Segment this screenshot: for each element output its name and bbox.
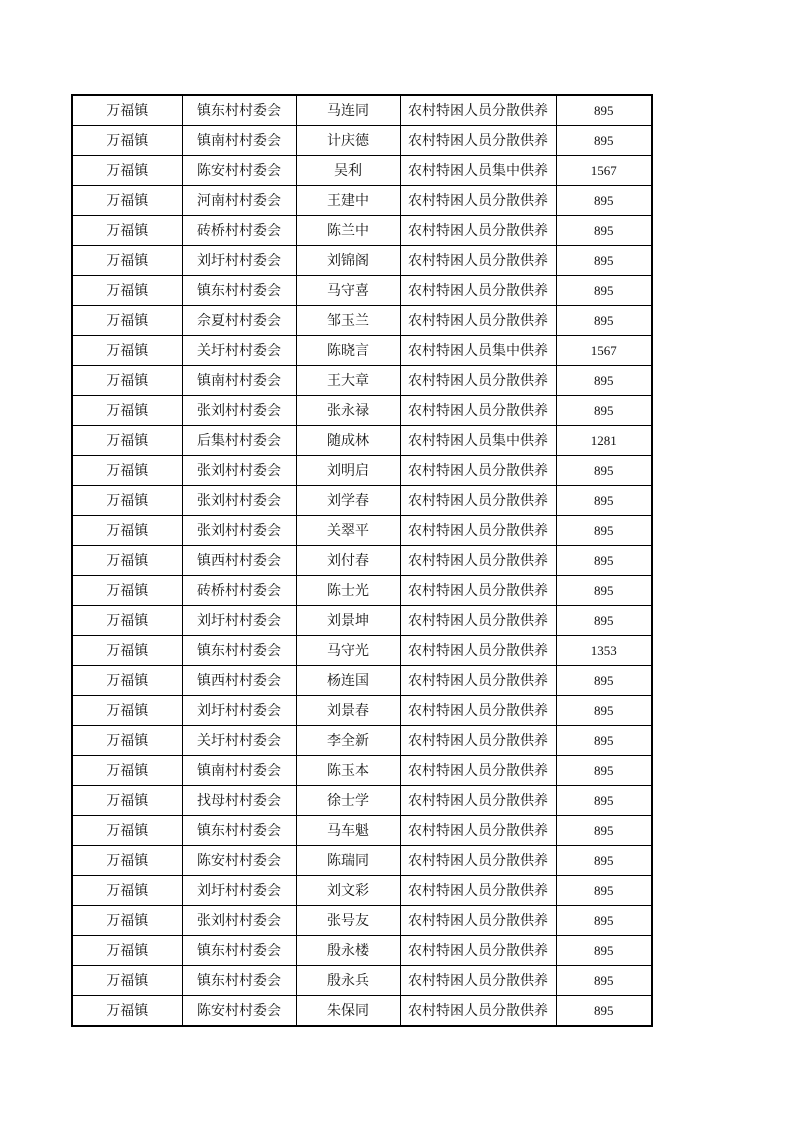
amount-cell: 895: [556, 756, 652, 786]
town-cell: 万福镇: [72, 95, 182, 126]
village-cell: 镇南村村委会: [182, 366, 296, 396]
table-row: [72, 696, 652, 726]
table-row: [72, 216, 652, 246]
amount-cell: 1281: [556, 426, 652, 456]
amount-cell: 895: [556, 516, 652, 546]
table-row: [72, 126, 652, 156]
village-cell: 镇南村村委会: [182, 756, 296, 786]
table-row: [72, 336, 652, 366]
table-row: [72, 486, 652, 516]
table-row: [72, 576, 652, 606]
table-row: [72, 546, 652, 576]
village-cell: 刘圩村村委会: [182, 876, 296, 906]
amount-cell: 895: [556, 726, 652, 756]
village-cell: 关圩村村委会: [182, 726, 296, 756]
category-cell: 农村特困人员分散供养: [400, 636, 556, 666]
amount-cell: 895: [556, 666, 652, 696]
table-row: [72, 606, 652, 636]
name-cell: 陈士光: [296, 576, 400, 606]
town-cell: 万福镇: [72, 156, 182, 186]
village-cell: 刘圩村村委会: [182, 696, 296, 726]
category-cell: 农村特困人员分散供养: [400, 546, 556, 576]
village-cell: 镇东村村委会: [182, 636, 296, 666]
name-cell: 马连同: [296, 95, 400, 126]
village-cell: 陈安村村委会: [182, 846, 296, 876]
category-cell: 农村特困人员分散供养: [400, 246, 556, 276]
table-row: [72, 666, 652, 696]
category-cell: 农村特困人员分散供养: [400, 186, 556, 216]
table-row: [72, 906, 652, 936]
town-cell: 万福镇: [72, 186, 182, 216]
village-cell: 镇南村村委会: [182, 126, 296, 156]
village-cell: 关圩村村委会: [182, 336, 296, 366]
town-cell: 万福镇: [72, 426, 182, 456]
table-row: [72, 426, 652, 456]
village-cell: 镇东村村委会: [182, 816, 296, 846]
name-cell: 殷永兵: [296, 966, 400, 996]
name-cell: 陈玉本: [296, 756, 400, 786]
name-cell: 王建中: [296, 186, 400, 216]
town-cell: 万福镇: [72, 216, 182, 246]
name-cell: 张号友: [296, 906, 400, 936]
village-cell: 砖桥村村委会: [182, 216, 296, 246]
amount-cell: 895: [556, 486, 652, 516]
category-cell: 农村特困人员分散供养: [400, 726, 556, 756]
name-cell: 徐士学: [296, 786, 400, 816]
category-cell: 农村特困人员分散供养: [400, 216, 556, 246]
name-cell: 殷永楼: [296, 936, 400, 966]
name-cell: 刘景坤: [296, 606, 400, 636]
category-cell: 农村特困人员分散供养: [400, 786, 556, 816]
amount-cell: 895: [556, 546, 652, 576]
category-cell: 农村特困人员分散供养: [400, 816, 556, 846]
table-row: [72, 996, 652, 1027]
category-cell: 农村特困人员分散供养: [400, 486, 556, 516]
name-cell: 刘锦阁: [296, 246, 400, 276]
table-row: [72, 636, 652, 666]
category-cell: 农村特困人员集中供养: [400, 156, 556, 186]
amount-cell: 895: [556, 456, 652, 486]
category-cell: 农村特困人员分散供养: [400, 576, 556, 606]
village-cell: 陈安村村委会: [182, 996, 296, 1027]
name-cell: 刘文彩: [296, 876, 400, 906]
amount-cell: 895: [556, 576, 652, 606]
category-cell: 农村特困人员分散供养: [400, 906, 556, 936]
village-cell: 刘圩村村委会: [182, 606, 296, 636]
town-cell: 万福镇: [72, 456, 182, 486]
category-cell: 农村特困人员分散供养: [400, 966, 556, 996]
village-cell: 刘圩村村委会: [182, 246, 296, 276]
town-cell: 万福镇: [72, 336, 182, 366]
town-cell: 万福镇: [72, 756, 182, 786]
town-cell: 万福镇: [72, 696, 182, 726]
amount-cell: 895: [556, 876, 652, 906]
amount-cell: 895: [556, 306, 652, 336]
category-cell: 农村特困人员分散供养: [400, 606, 556, 636]
amount-cell: 895: [556, 126, 652, 156]
category-cell: 农村特困人员分散供养: [400, 306, 556, 336]
name-cell: 张永禄: [296, 396, 400, 426]
village-cell: 砖桥村村委会: [182, 576, 296, 606]
table-row: [72, 306, 652, 336]
amount-cell: 895: [556, 216, 652, 246]
town-cell: 万福镇: [72, 726, 182, 756]
table-row: [72, 156, 652, 186]
name-cell: 李全新: [296, 726, 400, 756]
table-row: [72, 276, 652, 306]
table-row: [72, 246, 652, 276]
village-cell: 找母村村委会: [182, 786, 296, 816]
amount-cell: 895: [556, 816, 652, 846]
category-cell: 农村特困人员分散供养: [400, 126, 556, 156]
town-cell: 万福镇: [72, 246, 182, 276]
table-row: [72, 786, 652, 816]
amount-cell: 895: [556, 276, 652, 306]
name-cell: 马守光: [296, 636, 400, 666]
category-cell: 农村特困人员分散供养: [400, 876, 556, 906]
amount-cell: 895: [556, 366, 652, 396]
village-cell: 镇东村村委会: [182, 966, 296, 996]
name-cell: 刘景春: [296, 696, 400, 726]
name-cell: 随成林: [296, 426, 400, 456]
name-cell: 朱保同: [296, 996, 400, 1027]
category-cell: 农村特困人员分散供养: [400, 396, 556, 426]
name-cell: 陈晓言: [296, 336, 400, 366]
amount-cell: 895: [556, 186, 652, 216]
category-cell: 农村特困人员分散供养: [400, 756, 556, 786]
name-cell: 杨连国: [296, 666, 400, 696]
table-row: [72, 726, 652, 756]
name-cell: 陈瑞同: [296, 846, 400, 876]
table-row: [72, 516, 652, 546]
category-cell: 农村特困人员分散供养: [400, 846, 556, 876]
category-cell: 农村特困人员分散供养: [400, 516, 556, 546]
village-cell: 镇东村村委会: [182, 936, 296, 966]
table-row: [72, 366, 652, 396]
amount-cell: 1567: [556, 336, 652, 366]
amount-cell: 895: [556, 396, 652, 426]
name-cell: 关翠平: [296, 516, 400, 546]
town-cell: 万福镇: [72, 396, 182, 426]
category-cell: 农村特困人员集中供养: [400, 336, 556, 366]
town-cell: 万福镇: [72, 606, 182, 636]
name-cell: 刘付春: [296, 546, 400, 576]
name-cell: 王大章: [296, 366, 400, 396]
town-cell: 万福镇: [72, 966, 182, 996]
table-row: [72, 936, 652, 966]
town-cell: 万福镇: [72, 846, 182, 876]
village-cell: 张刘村村委会: [182, 456, 296, 486]
table-row: [72, 186, 652, 216]
amount-cell: 895: [556, 966, 652, 996]
amount-cell: 895: [556, 906, 652, 936]
category-cell: 农村特困人员分散供养: [400, 666, 556, 696]
category-cell: 农村特困人员集中供养: [400, 426, 556, 456]
name-cell: 马守喜: [296, 276, 400, 306]
village-cell: 张刘村村委会: [182, 906, 296, 936]
name-cell: 刘学春: [296, 486, 400, 516]
table-body: [72, 95, 652, 1026]
village-cell: 河南村村委会: [182, 186, 296, 216]
amount-cell: 895: [556, 696, 652, 726]
amount-cell: 895: [556, 606, 652, 636]
name-cell: 马车魁: [296, 816, 400, 846]
name-cell: 计庆德: [296, 126, 400, 156]
category-cell: 农村特困人员分散供养: [400, 456, 556, 486]
village-cell: 佘夏村村委会: [182, 306, 296, 336]
category-cell: 农村特困人员分散供养: [400, 366, 556, 396]
amount-cell: 1353: [556, 636, 652, 666]
town-cell: 万福镇: [72, 486, 182, 516]
town-cell: 万福镇: [72, 276, 182, 306]
amount-cell: 895: [556, 246, 652, 276]
table-row: [72, 816, 652, 846]
town-cell: 万福镇: [72, 816, 182, 846]
town-cell: 万福镇: [72, 936, 182, 966]
name-cell: 陈兰中: [296, 216, 400, 246]
village-cell: 陈安村村委会: [182, 156, 296, 186]
table-row: [72, 396, 652, 426]
village-cell: 后集村村委会: [182, 426, 296, 456]
town-cell: 万福镇: [72, 666, 182, 696]
amount-cell: 895: [556, 846, 652, 876]
table-row: [72, 966, 652, 996]
town-cell: 万福镇: [72, 636, 182, 666]
town-cell: 万福镇: [72, 876, 182, 906]
amount-cell: 895: [556, 936, 652, 966]
village-cell: 镇东村村委会: [182, 95, 296, 126]
town-cell: 万福镇: [72, 576, 182, 606]
village-cell: 镇东村村委会: [182, 276, 296, 306]
amount-cell: 895: [556, 786, 652, 816]
village-cell: 张刘村村委会: [182, 396, 296, 426]
town-cell: 万福镇: [72, 516, 182, 546]
amount-cell: 1567: [556, 156, 652, 186]
table-row: [72, 456, 652, 486]
town-cell: 万福镇: [72, 906, 182, 936]
village-cell: 镇西村村委会: [182, 666, 296, 696]
relief-recipient-table: [71, 94, 653, 1027]
category-cell: 农村特困人员分散供养: [400, 95, 556, 126]
village-cell: 张刘村村委会: [182, 516, 296, 546]
table-row: [72, 95, 652, 126]
name-cell: 邹玉兰: [296, 306, 400, 336]
town-cell: 万福镇: [72, 786, 182, 816]
village-cell: 张刘村村委会: [182, 486, 296, 516]
village-cell: 镇西村村委会: [182, 546, 296, 576]
category-cell: 农村特困人员分散供养: [400, 996, 556, 1027]
category-cell: 农村特困人员分散供养: [400, 696, 556, 726]
town-cell: 万福镇: [72, 366, 182, 396]
amount-cell: 895: [556, 95, 652, 126]
table-row: [72, 756, 652, 786]
category-cell: 农村特困人员分散供养: [400, 936, 556, 966]
name-cell: 刘明启: [296, 456, 400, 486]
amount-cell: 895: [556, 996, 652, 1027]
town-cell: 万福镇: [72, 306, 182, 336]
table-row: [72, 876, 652, 906]
town-cell: 万福镇: [72, 996, 182, 1027]
town-cell: 万福镇: [72, 546, 182, 576]
town-cell: 万福镇: [72, 126, 182, 156]
table-row: [72, 846, 652, 876]
category-cell: 农村特困人员分散供养: [400, 276, 556, 306]
name-cell: 吴利: [296, 156, 400, 186]
